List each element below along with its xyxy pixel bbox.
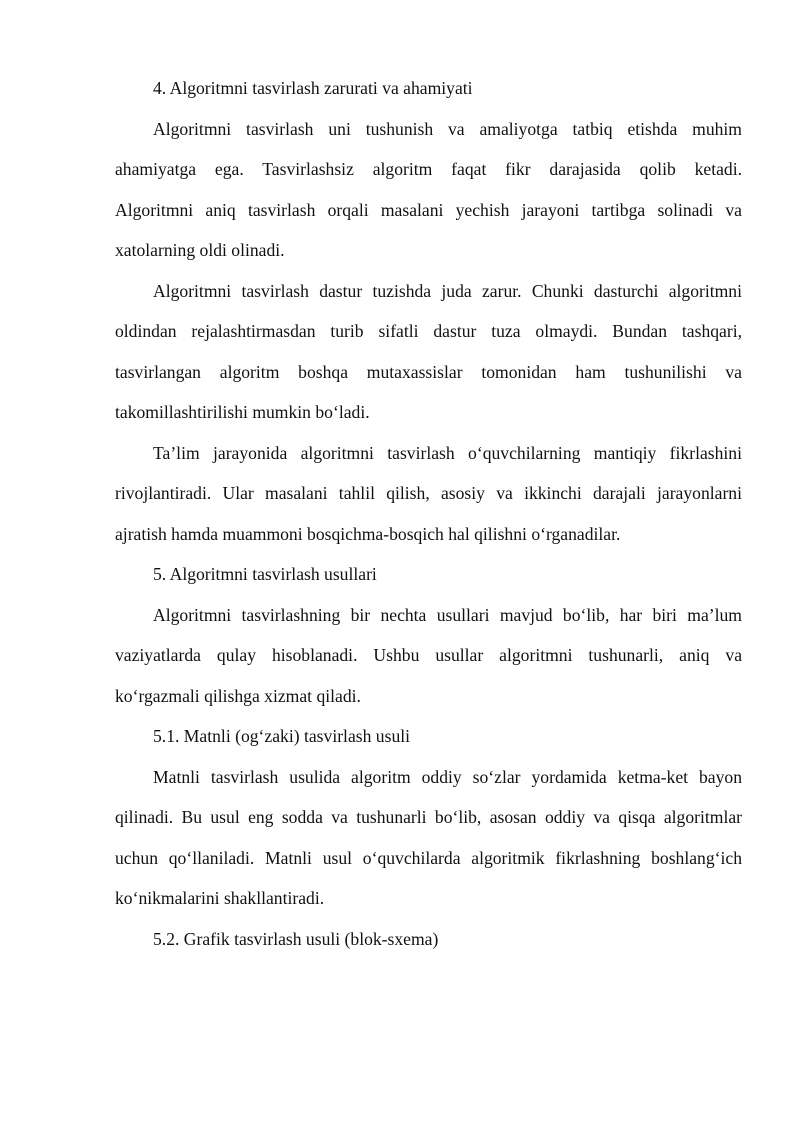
paragraph-line: ahamiyatga ega. Tasvirlashsiz algoritm faqat fikr darajasida qolib ketadi. [115,159,742,179]
paragraph-line: Algoritmni tasvirlash uni tushunish va amaliyotga tatbiq etishda muhim [153,118,742,139]
paragraph-line: xatolarning oldi olinadi. [115,240,285,260]
section-heading-4: 4. Algoritmni tasvirlash zarurati va ahamiyati [153,78,473,98]
paragraph-line: Algoritmni aniq tasvirlash orqali masalani yechish jarayoni tartibga solinadi va [115,199,742,220]
paragraph-line: vaziyatlarda qulay hisoblanadi. Ushbu usullar algoritmni tushunarli, aniq va [115,645,742,665]
paragraph-line: Matnli tasvirlash usulida algoritm oddiy so‘zlar yordamida ketma-ket bayon [153,766,742,787]
paragraph-line: rivojlantiradi. Ular masalani tahlil qilish, asosiy va ikkinchi darajali jarayonlarni [115,483,742,503]
paragraph-line: Ta’lim jarayonida algoritmni tasvirlash o‘quvchilarning mantiqiy fikrlashini [153,442,742,463]
paragraph-line: oldindan rejalashtirmasdan turib sifatli dastur tuza olmaydi. Bundan tashqari, [115,321,742,341]
paragraph-line: ko‘rgazmali qilishga xizmat qiladi. [115,685,361,706]
section-heading-5-1: 5.1. Matnli (og‘zaki) tasvirlash usuli [153,726,411,746]
paragraph-line: Algoritmni tasvirlash dastur tuzishda juda zarur. Chunki dasturchi algoritmni [153,280,742,301]
section-heading-5: 5. Algoritmni tasvirlash usullari [153,564,377,584]
paragraph-line: tasvirlangan algoritm boshqa mutaxassislar tomonidan ham tushunilishi va [115,361,742,382]
paragraph-line: uchun qo‘llaniladi. Matnli usul o‘quvchilarda algoritmik fikrlashning boshlang‘ich [115,847,742,868]
paragraph-line: Algoritmni tasvirlashning bir nechta usullari mavjud bo‘lib, har biri ma’lum [153,604,742,625]
paragraph-line: ko‘nikmalarini shakllantiradi. [115,888,325,908]
paragraph-line: takomillashtirilishi mumkin bo‘ladi. [115,402,370,422]
section-heading-5-2: 5.2. Grafik tasvirlash usuli (blok-sxema) [153,928,439,949]
paragraph-line: qilinadi. Bu usul eng sodda va tushunarli bo‘lib, asosan oddiy va qisqa algoritmlar [115,807,742,827]
paragraph-line: ajratish hamda muammoni bosqichma-bosqich hal qilishni o‘rganadilar. [115,523,621,544]
document-body [115,68,742,959]
